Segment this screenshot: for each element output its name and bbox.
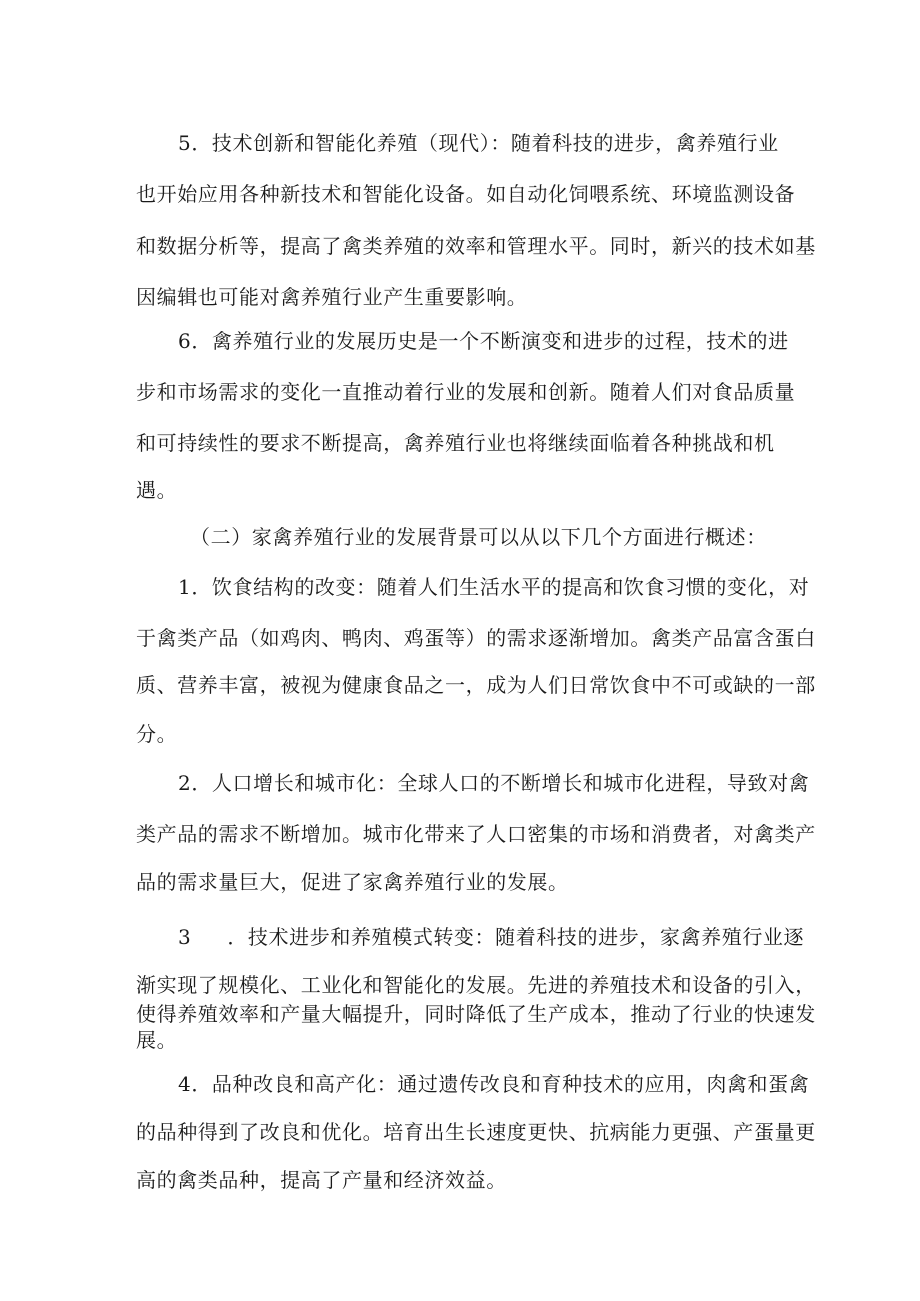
item3-line4: 展。 — [136, 1028, 178, 1052]
item4-line3: 高的禽类品种，提高了产量和经济效益。 — [136, 1168, 507, 1192]
item1-line1: 1．饮食结构的改变：随着人们生活水平的提高和饮食习惯的变化，对 — [178, 575, 810, 599]
section5-line1: 5．技术创新和智能化养殖（现代）：随着科技的进步，禽养殖行业 — [178, 131, 779, 155]
item3-line1 — [178, 925, 804, 949]
item4-line1: 4．品种改良和高产化：通过遗传改良和育种技术的应用，肉禽和蛋禽 — [178, 1072, 810, 1096]
section6-line4: 遇。 — [136, 478, 178, 502]
item3-number: 3 — [178, 925, 192, 949]
item1-line2: 于禽类产品（如鸡肉、鸭肉、鸡蛋等）的需求逐渐增加。禽类产品富含蛋白 — [136, 626, 816, 650]
section-heading: （二）家禽养殖行业的发展背景可以从以下几个方面进行概述： — [190, 525, 767, 549]
item2-line3: 品的需求量巨大，促进了家禽养殖行业的发展。 — [136, 870, 569, 894]
item1-line3: 质、营养丰富，被视为健康食品之一，成为人们日常饮食中不可或缺的一部 — [136, 673, 816, 697]
section5-line3: 和数据分析等，提高了禽类养殖的效率和管理水平。同时，新兴的技术如基 — [136, 234, 816, 258]
item3-line3: 使得养殖效率和产量大幅提升，同时降低了生产成本，推动了行业的快速发 — [136, 1002, 816, 1026]
section5-line2: 也开始应用各种新技术和智能化设备。如自动化饲喂系统、环境监测设备 — [136, 182, 796, 206]
section6-line1: 6．禽养殖行业的发展历史是一个不断演变和进步的过程，技术的进 — [178, 329, 789, 353]
item4-line2: 的品种得到了改良和优化。培育出生长速度更快、抗病能力更强、产蛋量更 — [136, 1120, 816, 1144]
section6-line3: 和可持续性的要求不断提高，禽养殖行业也将继续面临着各种挑战和机 — [136, 431, 775, 455]
item3-line1-text: ．技术进步和养殖模式转变：随着科技的进步，家禽养殖行业逐 — [227, 925, 805, 949]
item1-line4: 分。 — [136, 722, 178, 746]
item2-line2: 类产品的需求不断增加。城市化带来了人口密集的市场和消费者，对禽类产 — [136, 822, 816, 846]
item2-line1: 2．人口增长和城市化：全球人口的不断增长和城市化进程，导致对禽 — [178, 771, 810, 795]
item3-line2: 渐实现了规模化、工业化和智能化的发展。先进的养殖技术和设备的引入， — [136, 973, 816, 997]
section6-line2: 步和市场需求的变化一直推动着行业的发展和创新。随着人们对食品质量 — [136, 380, 796, 404]
section5-line4: 因编辑也可能对禽养殖行业产生重要影响。 — [136, 285, 528, 309]
